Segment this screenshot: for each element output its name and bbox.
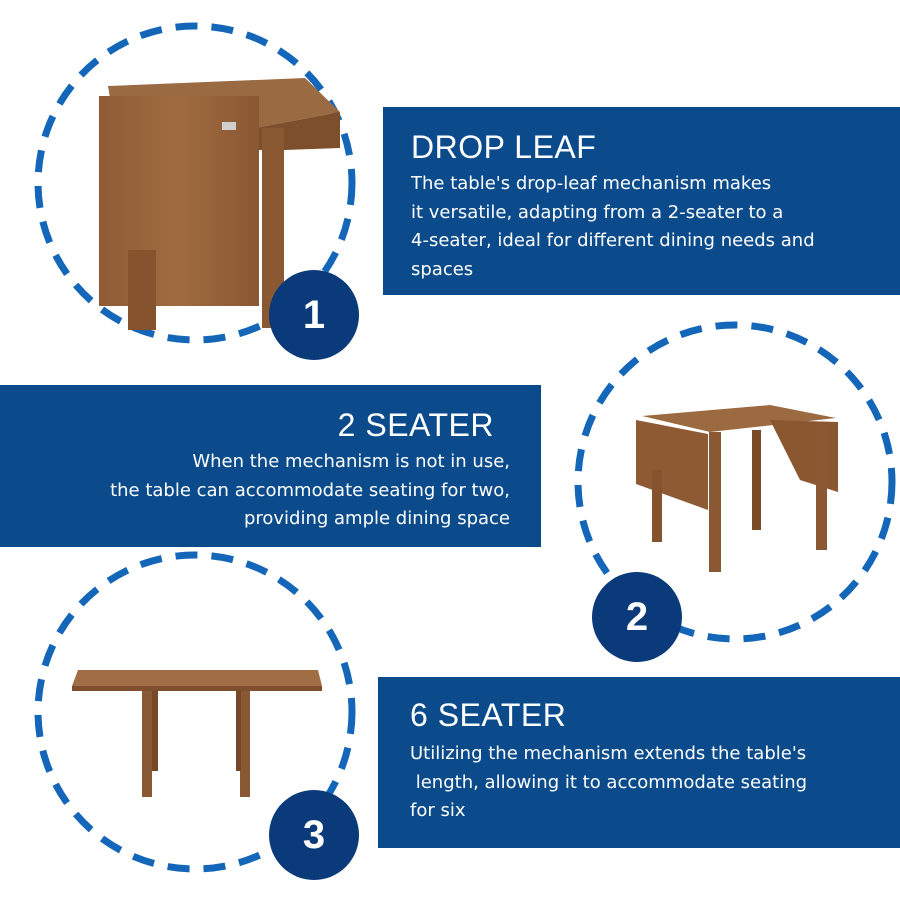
feature-panel-2-seater xyxy=(0,385,541,547)
feature-title: DROP LEAF xyxy=(411,129,597,165)
feature-panel-6-seater xyxy=(378,677,900,848)
description-line: 4-seater, ideal for different dining needs and xyxy=(411,230,815,251)
description-line: length, allowing it to accommodate seating xyxy=(410,771,808,793)
description-line: Utilizing the mechanism extends the table's xyxy=(410,743,807,764)
number-badge-3: 3 xyxy=(269,790,359,880)
feature-description xyxy=(410,740,900,826)
description-line: for six xyxy=(410,800,466,821)
number-badge-2: 2 xyxy=(592,572,682,662)
description-line: When the mechanism is not in use, xyxy=(192,451,510,472)
description-line: The table's drop-leaf mechanism makes xyxy=(411,173,772,194)
description-line: spaces xyxy=(411,258,474,280)
description-line: providing ample dining space xyxy=(243,508,510,529)
feature-title: 6 SEATER xyxy=(410,697,567,733)
description-line: the table can accommodate seating for two, xyxy=(110,479,510,501)
feature-title: 2 SEATER xyxy=(337,407,494,443)
number-badge-1: 1 xyxy=(269,270,359,360)
description-line: it versatile, adapting from a 2-seater to a xyxy=(411,201,784,223)
feature-description xyxy=(0,448,510,534)
feature-description xyxy=(411,170,900,284)
feature-panel-drop-leaf xyxy=(383,107,900,295)
